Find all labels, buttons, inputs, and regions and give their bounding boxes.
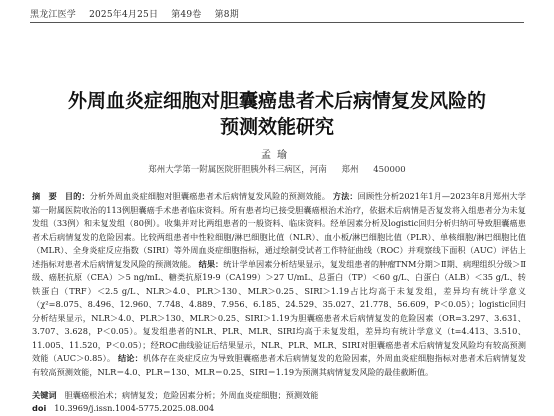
volume-number: 第49卷 (171, 10, 202, 20)
running-header (30, 7, 249, 20)
article-title (30, 88, 524, 140)
title-line-2: 预测效能研究 (219, 116, 334, 138)
abstract-label: 摘 要 (32, 191, 57, 201)
issue-number: 第8期 (214, 10, 239, 20)
conclusion-text: 机体存在炎症反应为导致胆囊癌患者术后病情复发的危险因素，外周血炎症细胞指标对患者术后病情复发有较高预测效能，NLR＝4.0、PLR＝130、MLR＝0.25、SIRI＝1.19为预测其病情复发风险的最佳截断值。 (32, 353, 526, 377)
title-line-1: 外周血炎症细胞对胆囊癌患者术后病情复发风险的 (67, 90, 486, 112)
doi-label: doi (32, 403, 47, 413)
doi-link[interactable]: 10.3969/j.issn.1004-5775.2025.08.004 (54, 403, 215, 413)
objective-label: 目的： (64, 191, 90, 201)
header-divider (30, 22, 524, 23)
keywords-line (32, 390, 526, 401)
methods-text: 回顾性分析2021年1月—2023年8月郑州大学第一附属医院收治的113例胆囊癌手术患者临床资料。所有患者均已接受胆囊癌根治术治疗，依据术后病情是否复发将入组患者分为未复发组（33例）和未复发组（80例）。收集并对比两组患者的一般资料、临床资料。经单因素分析及logistic回归分析归纳可导致胆囊癌患者术后病情复发的危险因素。比较两组患者中性粒细胞/淋巴细胞比值（NLR）、血小板/淋巴细胞比值（PLR）、单核细胞/淋巴细胞比值（MLR）、全身炎症反应指数（SIRI）等外周血炎症细胞指标，通过绘制受试者工作特征曲线（ROC）并观察线下面积（AUC）评估上述指标对患者术后病情复发风险的预测效能。 (32, 191, 526, 269)
journal-name: 黑龙江医学 (30, 10, 77, 20)
abstract-paragraph (32, 190, 526, 379)
affiliation-city: 郑州 (341, 165, 359, 175)
doi-line (32, 403, 526, 413)
keywords-text: 胆囊癌根治术；病情复发；危险因素分析；外周血炎症细胞；预测效能 (64, 390, 319, 400)
methods-label: 方法： (332, 191, 358, 201)
author-name: 孟瑜 (261, 150, 293, 161)
keywords-label: 关键词 (32, 390, 57, 400)
results-label: 结果： (198, 258, 224, 269)
affiliation-postcode: 450000 (373, 165, 406, 175)
abstract-block (32, 190, 526, 379)
affiliation-institution: 郑州大学第一附属医院肝胆胰外科三病区，河南 (148, 165, 327, 175)
conclusion-label: 结论： (117, 353, 143, 363)
results-text: 统计学单因素分析结果显示，复发组患者的肿瘤TNM分期＞Ⅱ期、病理组织分级＞Ⅱ级、癌胚抗原（CEA）＞5 ng/mL、糖类抗原19-9（CA199）＞27 U/mL、总蛋白（TP）＜60 g/L、白蛋白（ALB）＜35 g/L、转铁蛋白（TRF）＜2.5 g/L、NLR＞4.0、PLR＞130、MLR＞0.25、SIRI＞1.19占比均高于未复发组，差异均有统计学意义（χ²=8.075、8.496、12.960、7.748、4.889、7.956、6.185、24.529、35.027、21.778、56.609，P＜0.05）；logistic回归分析结果显示，NLR＞4.0、PLR＞130、MLR＞0.25、SIRI＞1.19为胆囊癌患者术后病情复发的危险因素（OR=3.297、3.631、3.707、3.628，P＜0.05）。复发组患者的NLR、PLR、MLR、SIRI均高于未复发组，差异均有统计学意义（t=4.413、3.510、11.005、11.520，P＜0.05）；经ROC曲线验证后结果显示，NLR、PLR、MLR、SIRI对胆囊癌患者术后病情复发风险均有较高预测效能（AUC＞0.85）。 (32, 258, 526, 363)
author-affiliation (30, 163, 524, 175)
issue-date: 2025年4月25日 (89, 10, 159, 20)
objective-text: 分析外周血炎症细胞对胆囊癌患者术后病情复发风险的预测效能。 (89, 191, 331, 201)
